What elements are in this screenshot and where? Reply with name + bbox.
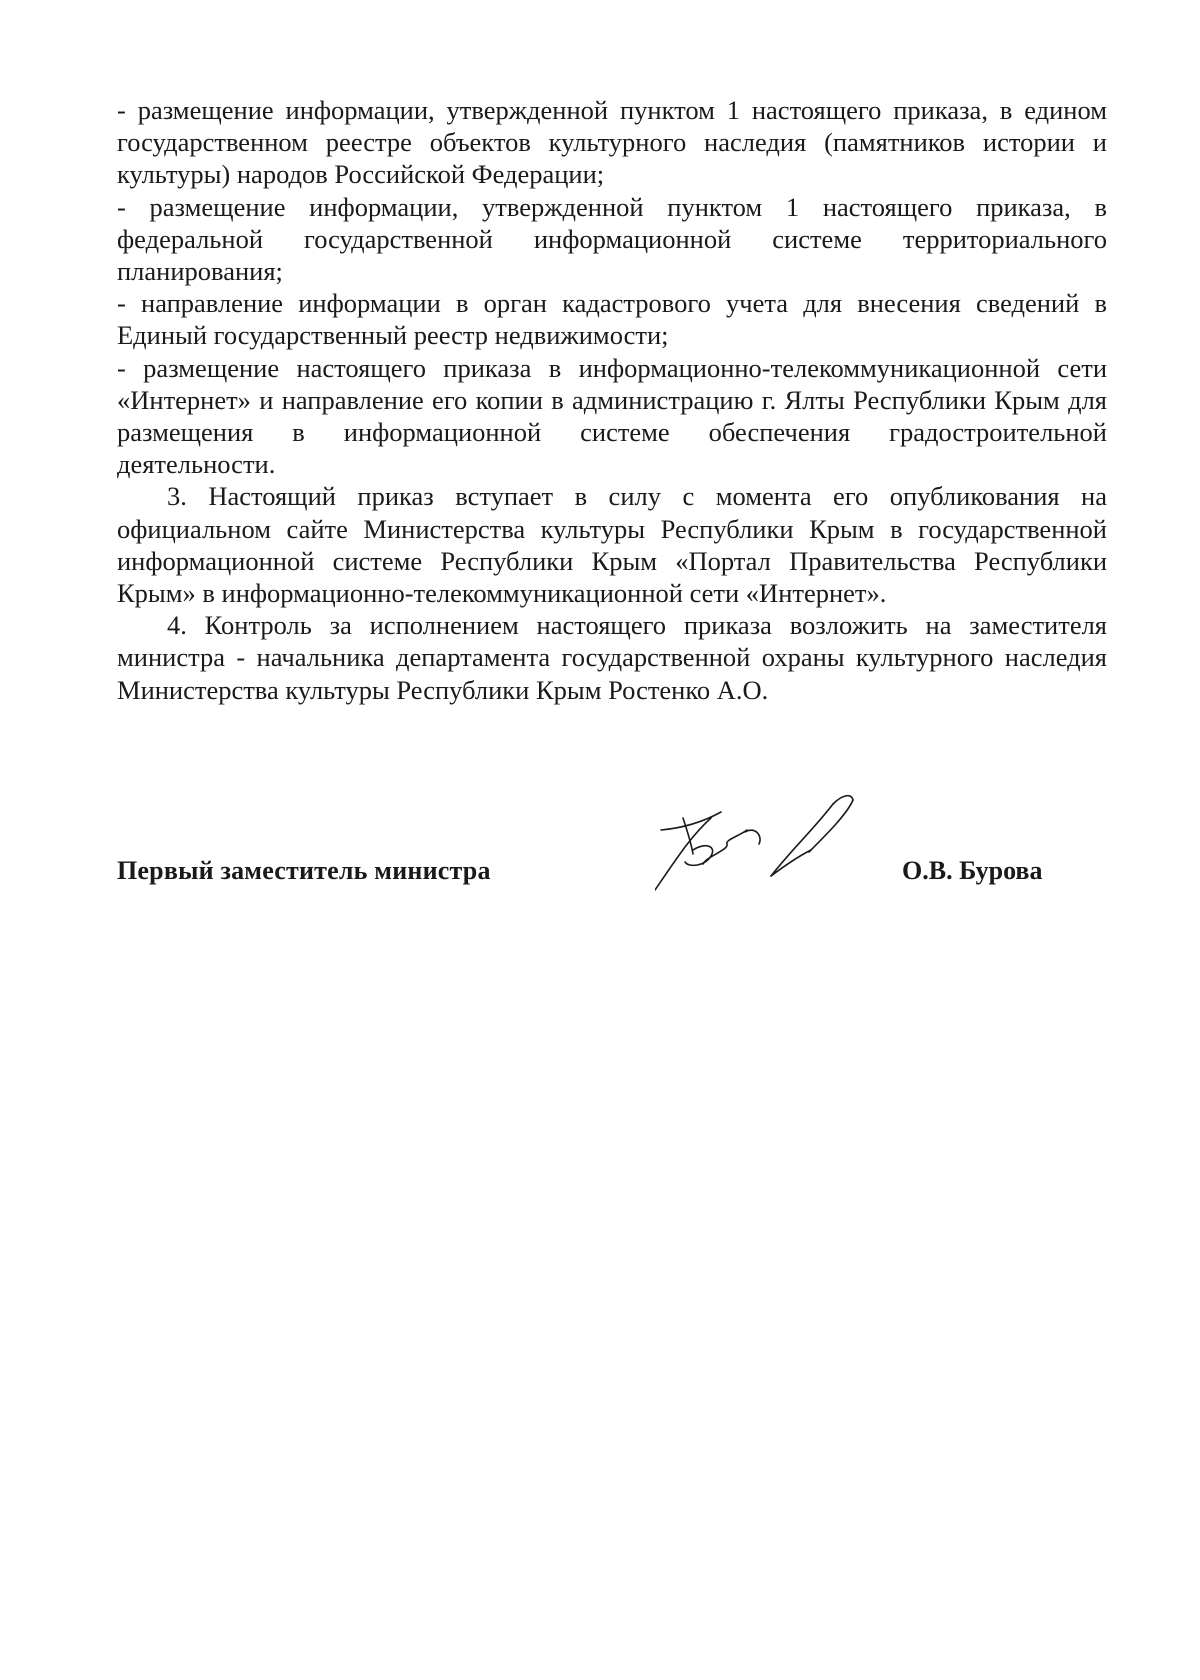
signature-block: [117, 790, 1107, 930]
bullet-cadastral-registry: - направление информации в орган кадастрового учета для внесения сведений в Единый государственный реестр недвижимости;: [117, 288, 1107, 351]
signer-title: Первый заместитель министра: [117, 856, 491, 885]
bullet-internet-publication: - размещение настоящего приказа в информационно-телекоммуникационной сети «Интернет» и направление его копии в администрацию г. Ялты Республики Крым для размещения в информационной системе обеспечения градостроительной деятельности.: [117, 352, 1107, 480]
handwritten-signature: [655, 790, 885, 930]
clause-3-effective-date: 3. Настоящий приказ вступает в силу с момента его опубликования на официальном сайте Министерства культуры Республики Крым в государственной информационной системе Республики Крым «Портал Правительства Республики Крым» в информационно-телекоммуникационной сети «Интернет».: [117, 481, 1107, 609]
bullet-registry-placement: - размещение информации, утвержденной пунктом 1 настоящего приказа, в едином государственном реестре объектов культурного наследия (памятников истории и культуры) народов Российской Федерации;: [117, 95, 1107, 190]
clause-4-control: 4. Контроль за исполнением настоящего приказа возложить на заместителя министра - начальника департамента государственной охраны культурного наследия Министерства культуры Республики Крым Ростенко А.О.: [117, 610, 1107, 705]
bullet-territorial-planning: - размещение информации, утвержденной пунктом 1 настоящего приказа, в федеральной государственной информационной системе территориального планирования;: [117, 191, 1107, 287]
document-body: [117, 94, 1107, 706]
signer-name: О.В. Бурова: [902, 856, 1043, 885]
